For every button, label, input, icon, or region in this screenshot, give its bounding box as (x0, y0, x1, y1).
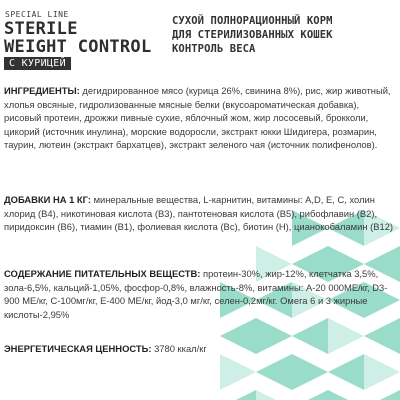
flavor-badge: С КУРИЦЕЙ (4, 57, 71, 70)
ingredients-heading: ИНГРЕДИЕНТЫ: (4, 85, 80, 96)
brand-line: SPECIAL LINE (5, 10, 69, 19)
description-line-2: ДЛЯ СТЕРИЛИЗОВАННЫХ КОШЕК (172, 29, 333, 41)
energy-heading: ЭНЕРГЕТИЧЕСКАЯ ЦЕННОСТЬ: (4, 343, 152, 354)
nutrition-text: протеин-30%, жир-12%, клетчатка 3,5%, зола-6,5%, кальций-1,05%, фосфор-0,8%, влажность-8%, витамины: А-20 000МЕ/кг, D3-900 МЕ/кг, С-100мг/кг, Е-400 МЕ/кг, йод-3,0 мг/кг, селен-0,2мг/кг. Омега 6 и 3 жирные кислоты-2,95% (4, 268, 388, 320)
description-line-1: СУХОЙ ПОЛНОРАЦИОННЫЙ КОРМ (172, 15, 333, 27)
product-description (172, 14, 396, 56)
ingredients-text: дегидрированное мясо (курица 26%, свинина 8%), рис, жир животный, хлопья овсяные, гидролизованные мясные белки (вкусоароматическая добавка), рисовый протеин, дрожжи пивные сухие, яблочный жом, жир лососевый, брокколи, цикорий (источник инулина), морские водоросли, экстракт юкки Шидигера, розмарин, таурин, лютеин (экстракт бархатцев), экстракт зеленого чая (источник полифенолов). (4, 85, 391, 150)
additives-text: минеральные вещества, L-карнитин, витамины: A,D, E, C, холин хлорид (B4), никотиновая кислота (B3), пантотеновая кислота (B5), рибофлавин (B2), пиридоксин (B6), тиамин (B1), фолиевая кислота (Bc), биотин (H), цианокобаламин (B12) (4, 194, 394, 232)
additives-heading: ДОБАВКИ НА 1 КГ: (4, 194, 91, 205)
product-name-line-1: STERILE (4, 19, 78, 39)
nutrition-heading: СОДЕРЖАНИЕ ПИТАТЕЛЬНЫХ ВЕЩЕСТВ: (4, 268, 201, 279)
nutrition-section (4, 267, 396, 321)
energy-text: 3780 ккал/кг (151, 343, 207, 354)
ingredients-section (4, 84, 396, 152)
additives-section (4, 193, 396, 234)
product-name-line-2: WEIGHT CONTROL (4, 37, 152, 57)
description-line-3: КОНТРОЛЬ ВЕСА (172, 43, 256, 55)
energy-section (4, 342, 396, 356)
product-name (4, 20, 152, 56)
